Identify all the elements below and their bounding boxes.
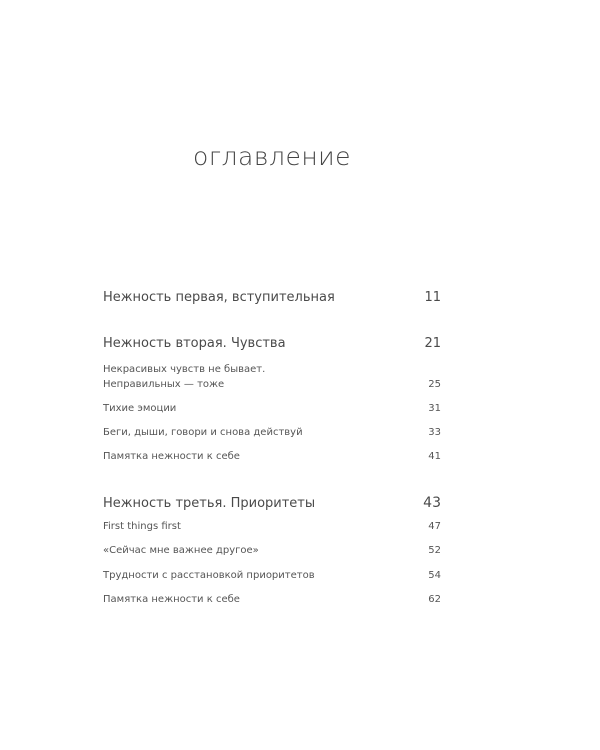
section-page-number: 47 [428,521,441,532]
section-title: Памятка нежности к себе [103,451,240,462]
section-title [103,364,265,390]
chapter-page-number: 11 [424,290,441,305]
chapter-title: Нежность вторая. Чувства [103,336,286,351]
section-page-number: 54 [428,570,441,581]
toc-section[interactable] [103,570,441,581]
toc-section[interactable] [103,364,441,390]
toc-section[interactable] [103,521,441,532]
section-title-line-1: Некрасивых чувств не бывает. [103,364,266,375]
chapter-title: Нежность первая, вступительная [103,290,335,305]
section-title: Трудности с расстановкой приоритетов [103,570,315,581]
section-page-number: 25 [428,379,441,390]
section-page-number: 52 [428,545,441,556]
toc-section[interactable] [103,594,441,605]
chapter-page-number: 43 [423,495,441,511]
toc-chapter-3[interactable] [103,495,441,511]
section-title-line-2: Неправильных — тоже [103,379,225,390]
section-title: First things first [103,521,181,532]
toc-section[interactable] [103,403,441,414]
section-page-number: 31 [428,403,441,414]
toc-section[interactable] [103,545,441,556]
chapter-page-number: 21 [424,336,441,351]
section-page-number: 41 [428,451,441,462]
toc-section[interactable] [103,451,441,462]
toc-chapter-2[interactable] [103,336,441,351]
section-title: Памятка нежности к себе [103,594,240,605]
section-page-number: 33 [428,427,441,438]
toc-chapter-1[interactable] [103,290,441,305]
toc-section[interactable] [103,427,441,438]
chapter-title: Нежность третья. Приоритеты [103,496,316,511]
section-title: Тихие эмоции [103,403,177,414]
section-title: Беги, дыши, говори и снова действуй [103,427,303,438]
section-page-number: 62 [428,594,441,605]
page-title: оглавление [192,142,352,171]
section-title: «Сейчас мне важнее другое» [103,545,259,556]
